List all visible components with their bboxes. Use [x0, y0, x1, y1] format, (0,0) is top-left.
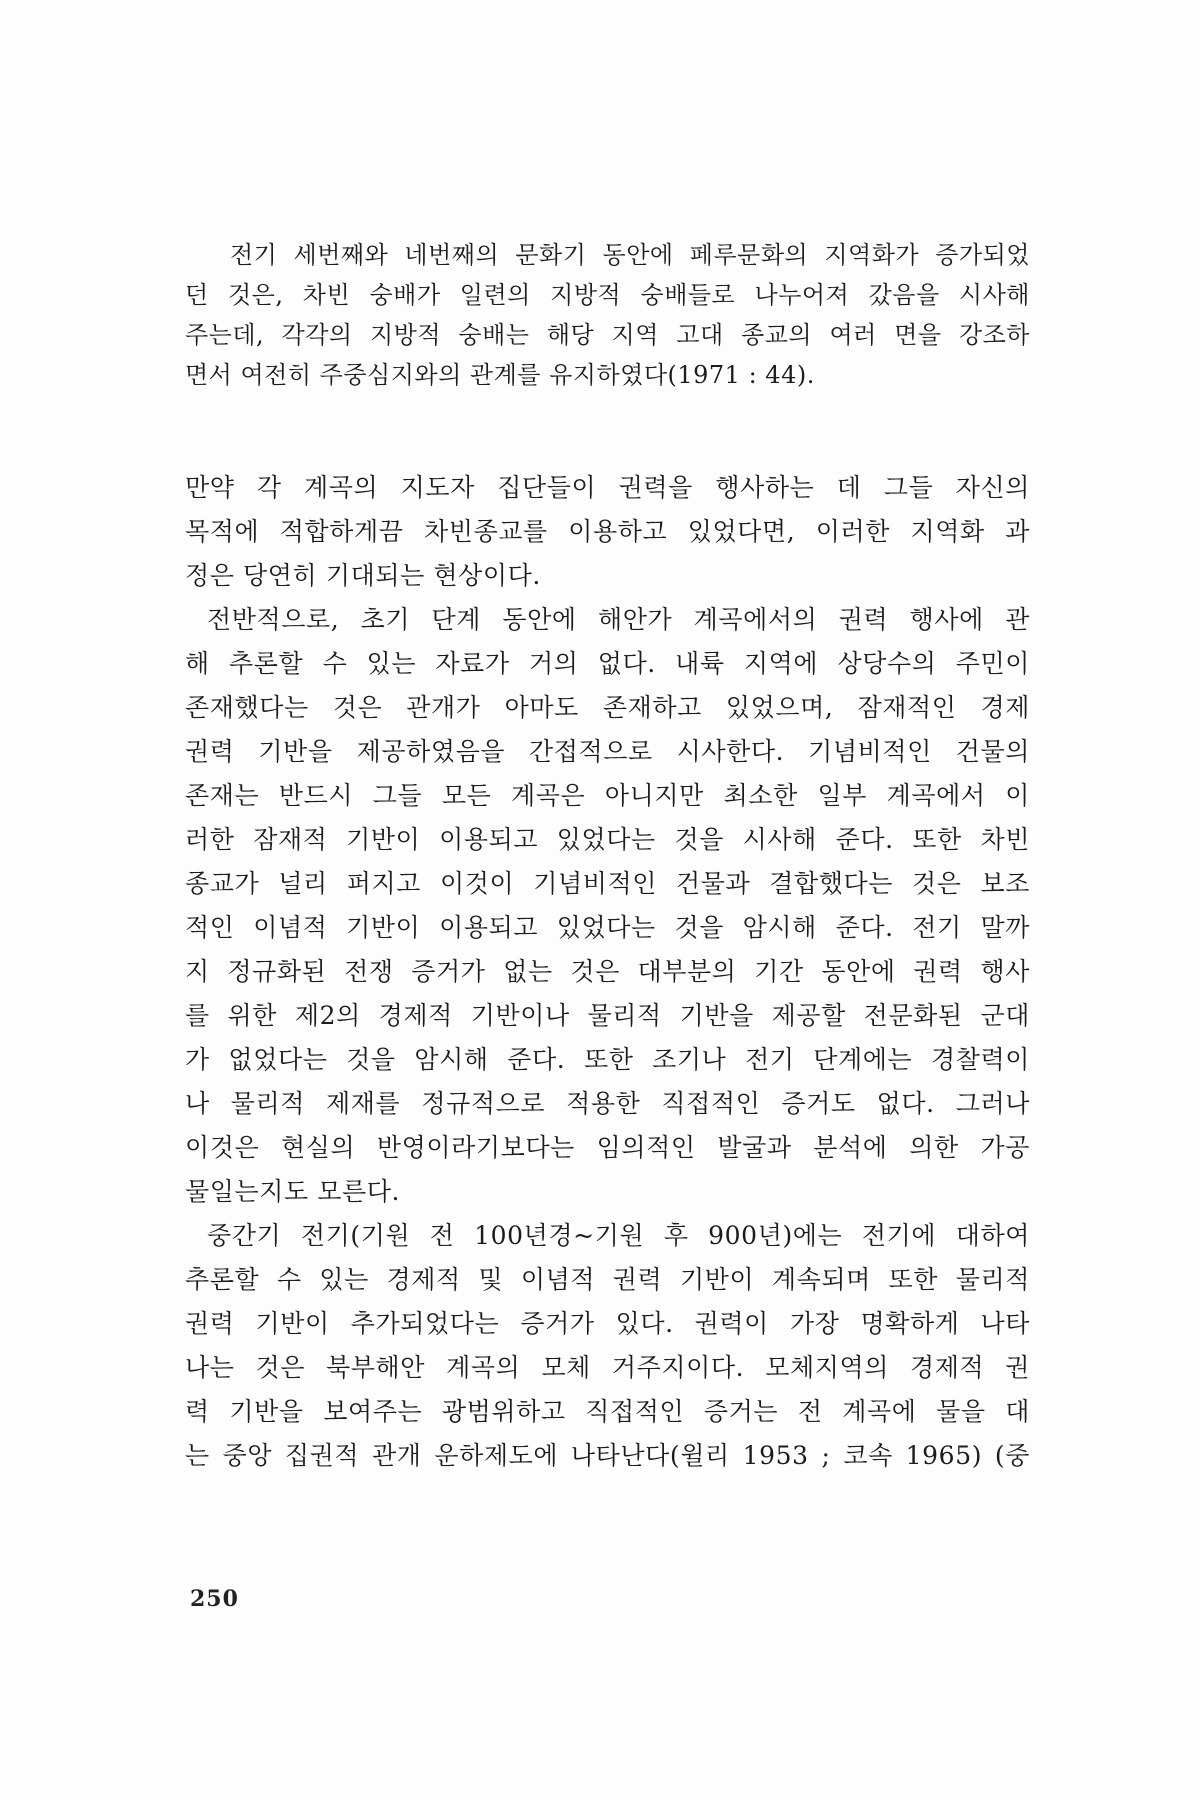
body-line: 권력 기반을 제공하였음을 간접적으로 시사한다. 기념비적인 건물의 — [185, 737, 1030, 766]
body-line: 지 정규화된 전쟁 증거가 없는 것은 대부분의 기간 동안에 권력 행사 — [185, 957, 1030, 986]
body-line: 중간기 전기(기원 전 100년경~기원 후 900년)에는 전기에 대하여 — [207, 1221, 1030, 1250]
page-number: 250 — [190, 1586, 239, 1612]
body-line: 력 기반을 보여주는 광범위하고 직접적인 증거는 전 계곡에 물을 대 — [185, 1397, 1030, 1426]
body-line: 만약 각 계곡의 지도자 집단들이 권력을 행사하는 데 그들 자신의 — [185, 473, 1030, 502]
body-line: 나 물리적 제재를 정규적으로 적용한 직접적인 증거도 없다. 그러나 — [185, 1089, 1030, 1118]
body-line: 이것은 현실의 반영이라기보다는 임의적인 발굴과 분석에 의한 가공 — [185, 1133, 1030, 1162]
body-line: 전반적으로, 초기 단계 동안에 해안가 계곡에서의 권력 행사에 관 — [207, 605, 1030, 634]
body-line: 러한 잠재적 기반이 이용되고 있었다는 것을 시사해 준다. 또한 차빈 — [185, 825, 1030, 854]
body-line: 권력 기반이 추가되었다는 증거가 있다. 권력이 가장 명확하게 나타 — [185, 1309, 1030, 1338]
body-line: 존재는 반드시 그들 모든 계곡은 아니지만 최소한 일부 계곡에서 이 — [185, 781, 1030, 810]
body-line: 는 중앙 집권적 관개 운하제도에 나타난다(윌리 1953 ; 코속 1965) (중 — [185, 1441, 1030, 1470]
body-line: 정은 당연히 기대되는 현상이다. — [185, 561, 541, 590]
quote-line: 면서 여전히 주중심지와의 관계를 유지하였다(1971 : 44). — [185, 361, 815, 389]
body-line: 적인 이념적 기반이 이용되고 있었다는 것을 암시해 준다. 전기 말까 — [185, 913, 1030, 942]
quote-line: 전기 세번째와 네번째의 문화기 동안에 페루문화의 지역화가 증가되었 — [230, 241, 1030, 269]
body-text — [185, 466, 1030, 1478]
block-quote — [185, 235, 1030, 395]
body-line: 해 추론할 수 있는 자료가 거의 없다. 내륙 지역에 상당수의 주민이 — [185, 649, 1030, 678]
body-line: 존재했다는 것은 관개가 아마도 존재하고 있었으며, 잠재적인 경제 — [185, 693, 1030, 722]
quote-line: 주는데, 각각의 지방적 숭배는 해당 지역 고대 종교의 여러 면을 강조하 — [185, 321, 1030, 349]
body-line: 물일는지도 모른다. — [185, 1177, 401, 1206]
body-line: 나는 것은 북부해안 계곡의 모체 거주지이다. 모체지역의 경제적 권 — [185, 1353, 1030, 1382]
body-line: 가 없었다는 것을 암시해 준다. 또한 조기나 전기 단계에는 경찰력이 — [185, 1045, 1030, 1074]
body-line: 추론할 수 있는 경제적 및 이념적 권력 기반이 계속되며 또한 물리적 — [185, 1265, 1030, 1294]
body-line: 종교가 널리 퍼지고 이것이 기념비적인 건물과 결합했다는 것은 보조 — [185, 869, 1030, 898]
quote-line: 던 것은, 차빈 숭배가 일련의 지방적 숭배들로 나누어져 갔음을 시사해 — [185, 281, 1030, 309]
body-line: 를 위한 제2의 경제적 기반이나 물리적 기반을 제공할 전문화된 군대 — [185, 1001, 1030, 1030]
body-line: 목적에 적합하게끔 차빈종교를 이용하고 있었다면, 이러한 지역화 과 — [185, 517, 1030, 546]
